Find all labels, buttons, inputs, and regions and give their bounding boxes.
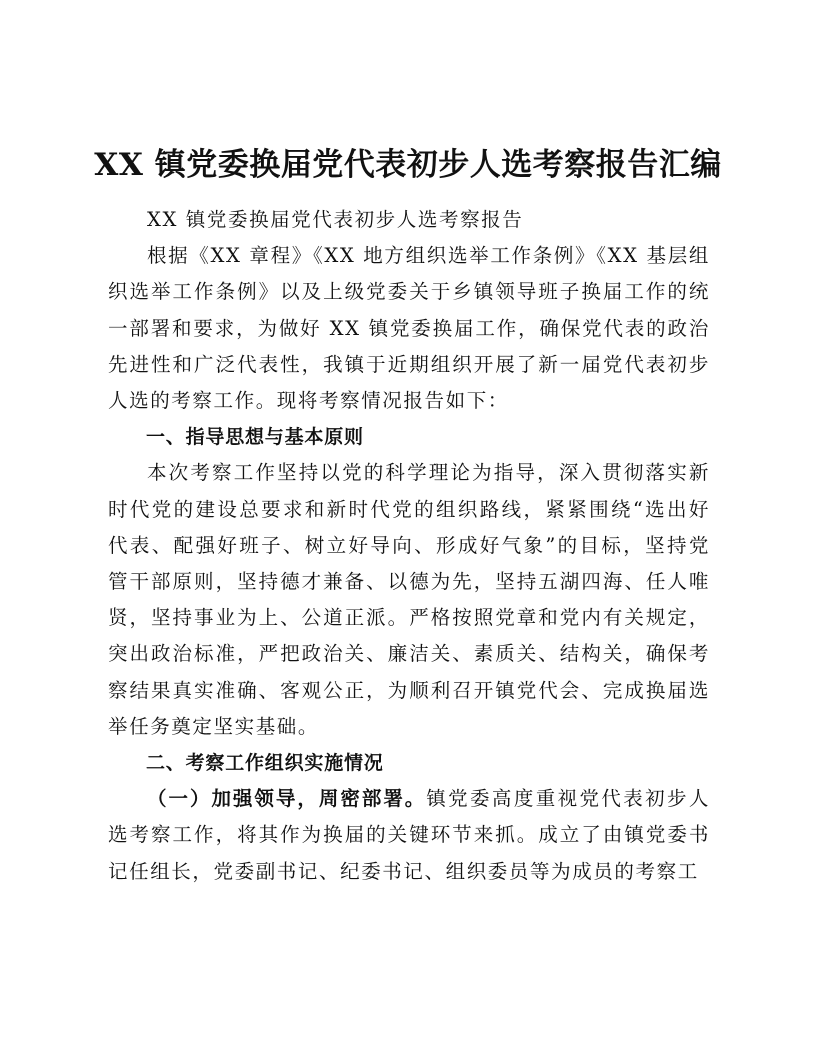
subsection-lead: （一）加强领导，周密部署。 bbox=[147, 787, 427, 811]
document-title: XX 镇党委换届党代表初步人选考察报告汇编 bbox=[94, 147, 722, 183]
subsection-text: 镇党委高度重视党代表初步人选考察工作，将其作为换届的关键环节来抓。成立了由镇党委书记任组长，党委副书记、纪委书记、组织委员等为成员的考察工 bbox=[108, 787, 710, 883]
report-subtitle: XX 镇党委换届党代表初步人选考察报告 bbox=[147, 208, 524, 231]
section-heading-implementation: 二、考察工作组织实施情况 bbox=[146, 752, 384, 775]
intro-paragraph: 根据《XX 章程》《XX 地方组织选举工作条例》《XX 基层组织选举工作条例》以及上级党委关于乡镇领导班子换届工作的统一部署和要求，为做好 XX 镇党委换届工作，确保党代表的政治先进性和广泛代表性，我镇于近期组织开展了新一届党代表初步人选的考察工作。现将考察情况报告如下： bbox=[108, 244, 710, 413]
document-body bbox=[108, 202, 710, 890]
implementation-paragraph bbox=[108, 781, 710, 890]
section-heading-principles: 一、指导思想与基本原则 bbox=[146, 426, 364, 449]
principles-paragraph: 本次考察工作坚持以党的科学理论为指导，深入贯彻落实新时代党的建设总要求和新时代党的组织路线，紧紧围绕“选出好代表、配强好班子、树立好导向、形成好气象”的目标，坚持党管干部原则，坚持德才兼备、以德为先，坚持五湖四海、任人唯贤，坚持事业为上、公道正派。严格按照党章和党内有关规定，突出政治标准，严把政治关、廉洁关、素质关、结构关，确保考察结果真实准确、客观公正，为顺利召开镇党代会、完成换届选举任务奠定坚实基础。 bbox=[108, 461, 710, 738]
